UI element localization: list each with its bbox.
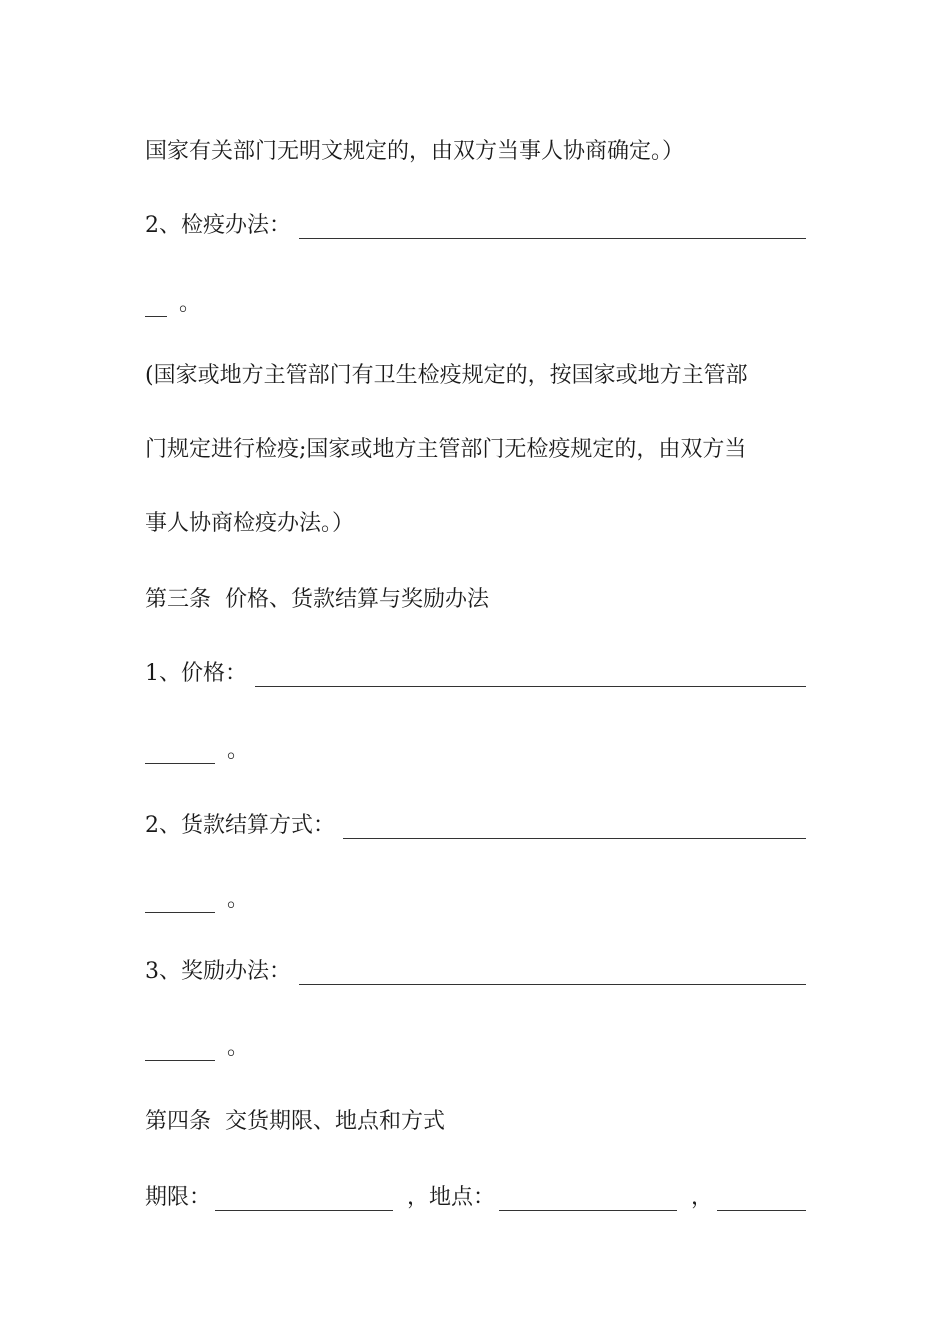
period-text: 。 <box>227 887 250 912</box>
period-text: 。 <box>227 738 250 763</box>
quarantine-method-continuation <box>145 286 806 322</box>
payment-method-blank[interactable] <box>343 812 806 839</box>
article-title: 第四条 交货期限、地点和方式 <box>145 1109 445 1134</box>
price-blank-continued[interactable] <box>145 737 215 764</box>
reward-method-label: 3、奖励办法： <box>145 959 291 984</box>
paragraph-text: 事人协商检疫办法。） <box>145 511 355 536</box>
method-blank[interactable] <box>717 1184 806 1211</box>
price-label: 1、价格： <box>145 661 247 686</box>
period-text: 。 <box>179 291 202 316</box>
term-blank[interactable] <box>215 1184 393 1211</box>
article-3-heading <box>145 582 806 618</box>
quarantine-method-blank[interactable] <box>299 212 806 239</box>
quarantine-method-label: 2、检疫办法： <box>145 213 291 238</box>
price-continuation <box>145 733 806 769</box>
reward-method-blank[interactable] <box>299 958 806 985</box>
price-line <box>145 656 806 692</box>
quarantine-note-line-2 <box>145 432 806 468</box>
paragraph-text: (国家或地方主管部门有卫生检疫规定的，按国家或地方主管部 <box>145 363 748 388</box>
article-title: 第三条 价格、货款结算与奖励办法 <box>145 587 489 612</box>
payment-method-line <box>145 808 806 844</box>
article-4-heading <box>145 1104 806 1140</box>
period-text: 。 <box>227 1035 250 1060</box>
price-blank[interactable] <box>255 660 806 687</box>
paragraph-national-rule <box>145 134 806 170</box>
comma-text: ， <box>691 1185 714 1210</box>
reward-method-blank-continued[interactable] <box>145 1034 215 1061</box>
paragraph-text: 门规定进行检疫;国家或地方主管部门无检疫规定的，由双方当 <box>145 437 747 462</box>
payment-method-blank-continued[interactable] <box>145 886 215 913</box>
reward-method-continuation <box>145 1030 806 1066</box>
place-blank[interactable] <box>499 1184 677 1211</box>
quarantine-note-line-3 <box>145 506 806 542</box>
quarantine-method-blank-continued[interactable] <box>145 290 167 317</box>
payment-method-label: 2、货款结算方式： <box>145 813 335 838</box>
quarantine-method-line <box>145 208 806 244</box>
quarantine-note-line-1 <box>145 358 806 394</box>
paragraph-text: 国家有关部门无明文规定的，由双方当事人协商确定。） <box>145 139 685 164</box>
term-label: 期限： <box>145 1185 212 1210</box>
place-label: ，地点： <box>407 1185 496 1210</box>
reward-method-line <box>145 954 806 990</box>
payment-method-continuation <box>145 882 806 918</box>
delivery-term-line <box>145 1180 806 1216</box>
